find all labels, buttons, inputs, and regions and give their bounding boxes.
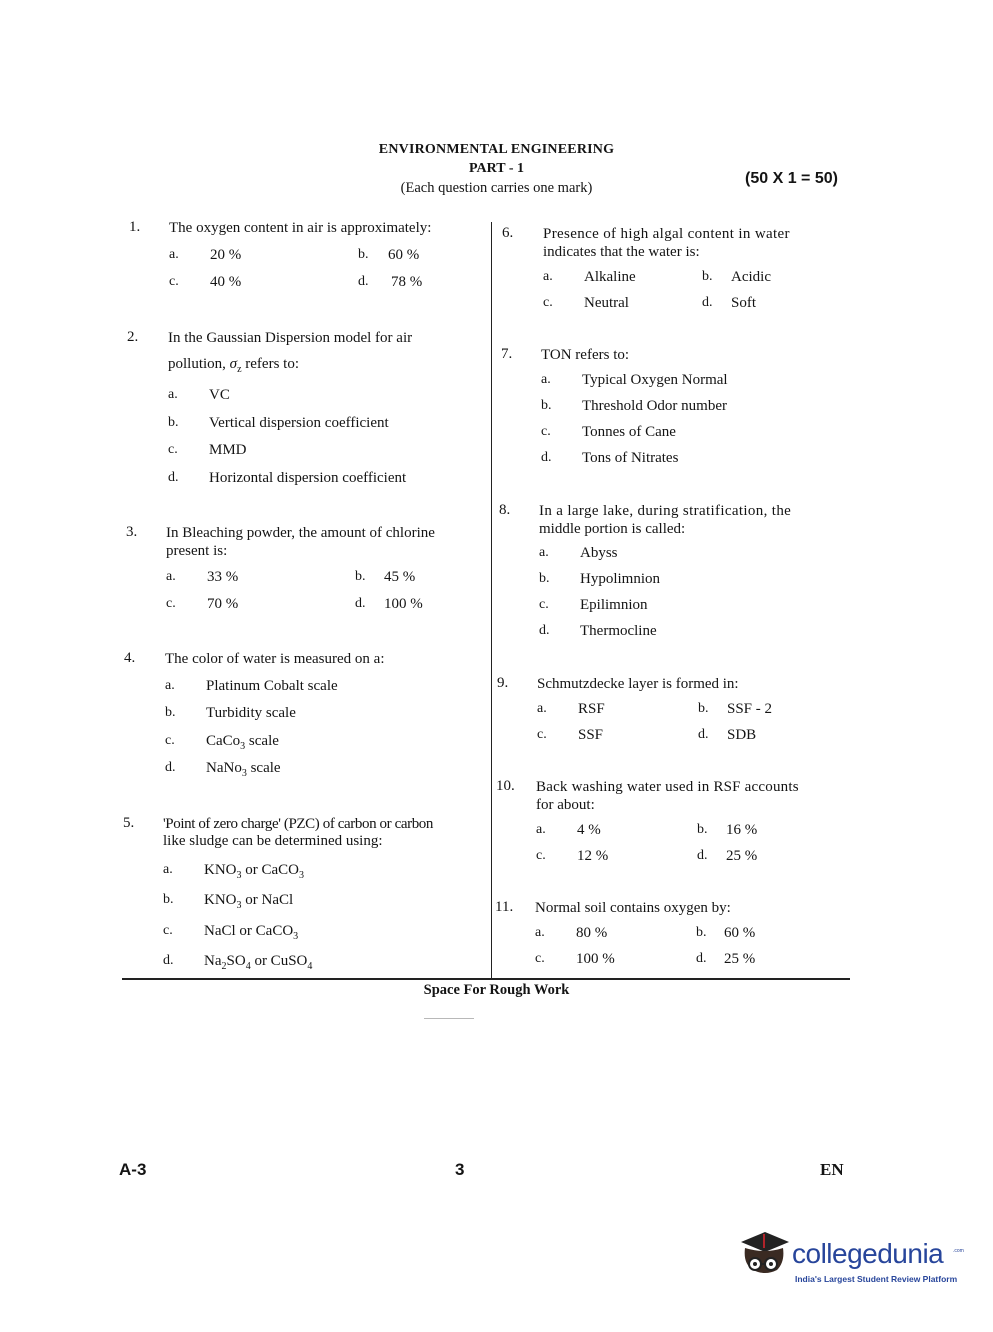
question-text-pre: pollution, xyxy=(168,356,226,372)
question-text: In the Gaussian Dispersion model for air xyxy=(168,330,413,346)
option-label: b. xyxy=(697,822,708,837)
option-text: Thermocline xyxy=(580,623,657,639)
question-text-line2: for about: xyxy=(536,797,595,813)
option-text: MMD xyxy=(209,442,247,458)
page-number: 3 xyxy=(455,1160,465,1179)
option-text: 70 % xyxy=(207,596,239,612)
question-text-line2: indicates that the water is: xyxy=(543,244,700,260)
question-text: In a large lake, during stratification, the xyxy=(539,503,792,519)
option-label: a. xyxy=(537,701,547,716)
option-text: Tonnes of Cane xyxy=(582,424,676,440)
option-text: NaCl or CaCO$_3$ xyxy=(204,923,299,942)
option-label: d. xyxy=(163,953,174,968)
option-text: 100 % xyxy=(576,951,615,967)
option-text: 4 % xyxy=(577,822,601,838)
bottom-rule xyxy=(122,978,850,980)
option-text: SSF - 2 xyxy=(727,701,773,717)
option-text: VC xyxy=(209,387,230,403)
question-text-line2: like sludge can be determined using: xyxy=(163,833,383,849)
option-label: a. xyxy=(541,372,551,387)
question-text-line2 xyxy=(168,355,299,379)
option-text: Tons of Nitrates xyxy=(582,450,679,466)
option-label: d. xyxy=(541,450,552,465)
question-text: The color of water is measured on a: xyxy=(165,651,385,667)
total-marks: (50 X 1 = 50) xyxy=(745,170,838,187)
option-text: CaCo$_3$ scale xyxy=(206,733,279,752)
scan-mark xyxy=(424,1018,474,1019)
question-text: TON refers to: xyxy=(541,347,630,363)
option-label: d. xyxy=(165,760,176,775)
option-label: c. xyxy=(168,442,178,457)
question-number: 3. xyxy=(126,524,138,540)
option-label: a. xyxy=(543,269,553,284)
question-number: 11. xyxy=(495,899,514,915)
option-text: $Na_2SO_4$ or CuSO$_4$ xyxy=(204,953,313,972)
option-label: b. xyxy=(163,892,174,907)
option-label: d. xyxy=(355,596,366,611)
option-label: b. xyxy=(539,571,550,586)
option-label: d. xyxy=(168,470,179,485)
brand-name: collegedunia xyxy=(792,1238,944,1269)
option-text: $KNO_3$ or CaCO$_3$ xyxy=(204,862,304,881)
option-label: a. xyxy=(169,247,179,262)
column-divider xyxy=(491,222,492,979)
option-text: 25 % xyxy=(724,951,756,967)
question-text: 'Point of zero charge' (PZC) of carbon or carbon xyxy=(163,816,433,832)
option-label: a. xyxy=(168,387,178,402)
option-text: Soft xyxy=(731,295,757,311)
question-text: Back washing water used in RSF accounts xyxy=(536,779,799,795)
option-label: c. xyxy=(536,848,546,863)
option-label: c. xyxy=(165,733,175,748)
question-text-post: refers to: xyxy=(245,356,300,372)
option-label: a. xyxy=(163,862,173,877)
option-label: a. xyxy=(536,822,546,837)
option-text: 25 % xyxy=(726,848,758,864)
option-text: 45 % xyxy=(384,569,416,585)
option-label: d. xyxy=(697,848,708,863)
option-text: Threshold Odor number xyxy=(582,398,727,414)
option-text: Typical Oxygen Normal xyxy=(582,372,728,388)
option-text: 33 % xyxy=(207,569,239,585)
option-text: Turbidity scale xyxy=(206,705,296,721)
brand-tagline: India's Largest Student Review Platform xyxy=(795,1274,958,1284)
option-text: SDB xyxy=(727,727,757,743)
option-text: 60 % xyxy=(724,925,756,941)
option-label: c. xyxy=(166,596,176,611)
paper-part: PART - 1 xyxy=(469,161,524,176)
option-label: c. xyxy=(537,727,547,742)
option-label: c. xyxy=(169,274,179,289)
question-text-line2: present is: xyxy=(166,543,228,559)
option-text: NaNo$_3$ scale xyxy=(206,760,281,779)
question-number: 4. xyxy=(124,650,136,666)
option-text: 40 % xyxy=(210,274,242,290)
option-label: d. xyxy=(539,623,550,638)
question-number: 9. xyxy=(497,675,509,691)
brand-domain: .com xyxy=(953,1248,964,1254)
option-label: b. xyxy=(355,569,366,584)
option-text: RSF xyxy=(578,701,605,717)
option-label: c. xyxy=(541,424,551,439)
option-label: c. xyxy=(535,951,545,966)
option-label: d. xyxy=(702,295,713,310)
option-text: Epilimnion xyxy=(580,597,648,613)
option-text: Platinum Cobalt scale xyxy=(206,678,338,694)
option-label: c. xyxy=(163,923,173,938)
option-label: b. xyxy=(696,925,707,940)
question-number: 8. xyxy=(499,502,511,518)
question-text: Presence of high algal content in water xyxy=(543,226,790,242)
question-number: 6. xyxy=(502,225,514,241)
option-label: c. xyxy=(539,597,549,612)
question-text-line2: middle portion is called: xyxy=(539,521,686,537)
option-label: d. xyxy=(696,951,707,966)
option-label: b. xyxy=(168,415,179,430)
option-text: Neutral xyxy=(584,295,629,311)
option-text: 60 % xyxy=(388,247,420,263)
paper-title: ENVIRONMENTAL ENGINEERING xyxy=(378,142,615,157)
option-label: c. xyxy=(543,295,553,310)
option-label: a. xyxy=(165,678,175,693)
option-label: a. xyxy=(535,925,545,940)
student-mascot-icon xyxy=(735,1224,791,1284)
question-text: Schmutzdecke layer is formed in: xyxy=(537,676,739,692)
question-number: 7. xyxy=(501,346,513,362)
rough-work-heading: Space For Rough Work xyxy=(423,982,570,998)
option-text: 80 % xyxy=(576,925,608,941)
question-text: The oxygen content in air is approximately: xyxy=(169,220,432,236)
option-text: Abyss xyxy=(580,545,618,561)
question-text: Normal soil contains oxygen by: xyxy=(535,900,731,916)
option-label: b. xyxy=(358,247,369,262)
question-text: In Bleaching powder, the amount of chlorine xyxy=(166,525,435,541)
option-label: a. xyxy=(539,545,549,560)
option-label: b. xyxy=(541,398,552,413)
option-text: 16 % xyxy=(726,822,758,838)
option-label: a. xyxy=(166,569,176,584)
language-code: EN xyxy=(820,1160,844,1179)
option-label: b. xyxy=(702,269,713,284)
option-text: Alkaline xyxy=(584,269,636,285)
option-text: 78 % xyxy=(391,274,423,290)
option-text: 12 % xyxy=(577,848,609,864)
question-number: 1. xyxy=(129,219,141,235)
option-text: $KNO_3$ or NaCl xyxy=(204,892,294,911)
option-label: b. xyxy=(698,701,709,716)
option-text: 20 % xyxy=(210,247,242,263)
marking-note: (Each question carries one mark) xyxy=(400,180,593,196)
question-number: 5. xyxy=(123,815,135,831)
option-label: d. xyxy=(698,727,709,742)
sigma-z-symbol: $\sigma_z$ xyxy=(229,356,242,375)
option-text: Hypolimnion xyxy=(580,571,661,587)
question-number: 2. xyxy=(127,329,139,345)
paper-code: A-3 xyxy=(119,1160,147,1179)
option-text: Acidic xyxy=(731,269,771,285)
option-label: d. xyxy=(358,274,369,289)
option-label: b. xyxy=(165,705,176,720)
question-number: 10. xyxy=(496,778,515,794)
option-text: Vertical dispersion coefficient xyxy=(209,415,389,431)
option-text: SSF xyxy=(578,727,604,743)
option-text: Horizontal dispersion coefficient xyxy=(209,470,407,486)
option-text: 100 % xyxy=(384,596,423,612)
